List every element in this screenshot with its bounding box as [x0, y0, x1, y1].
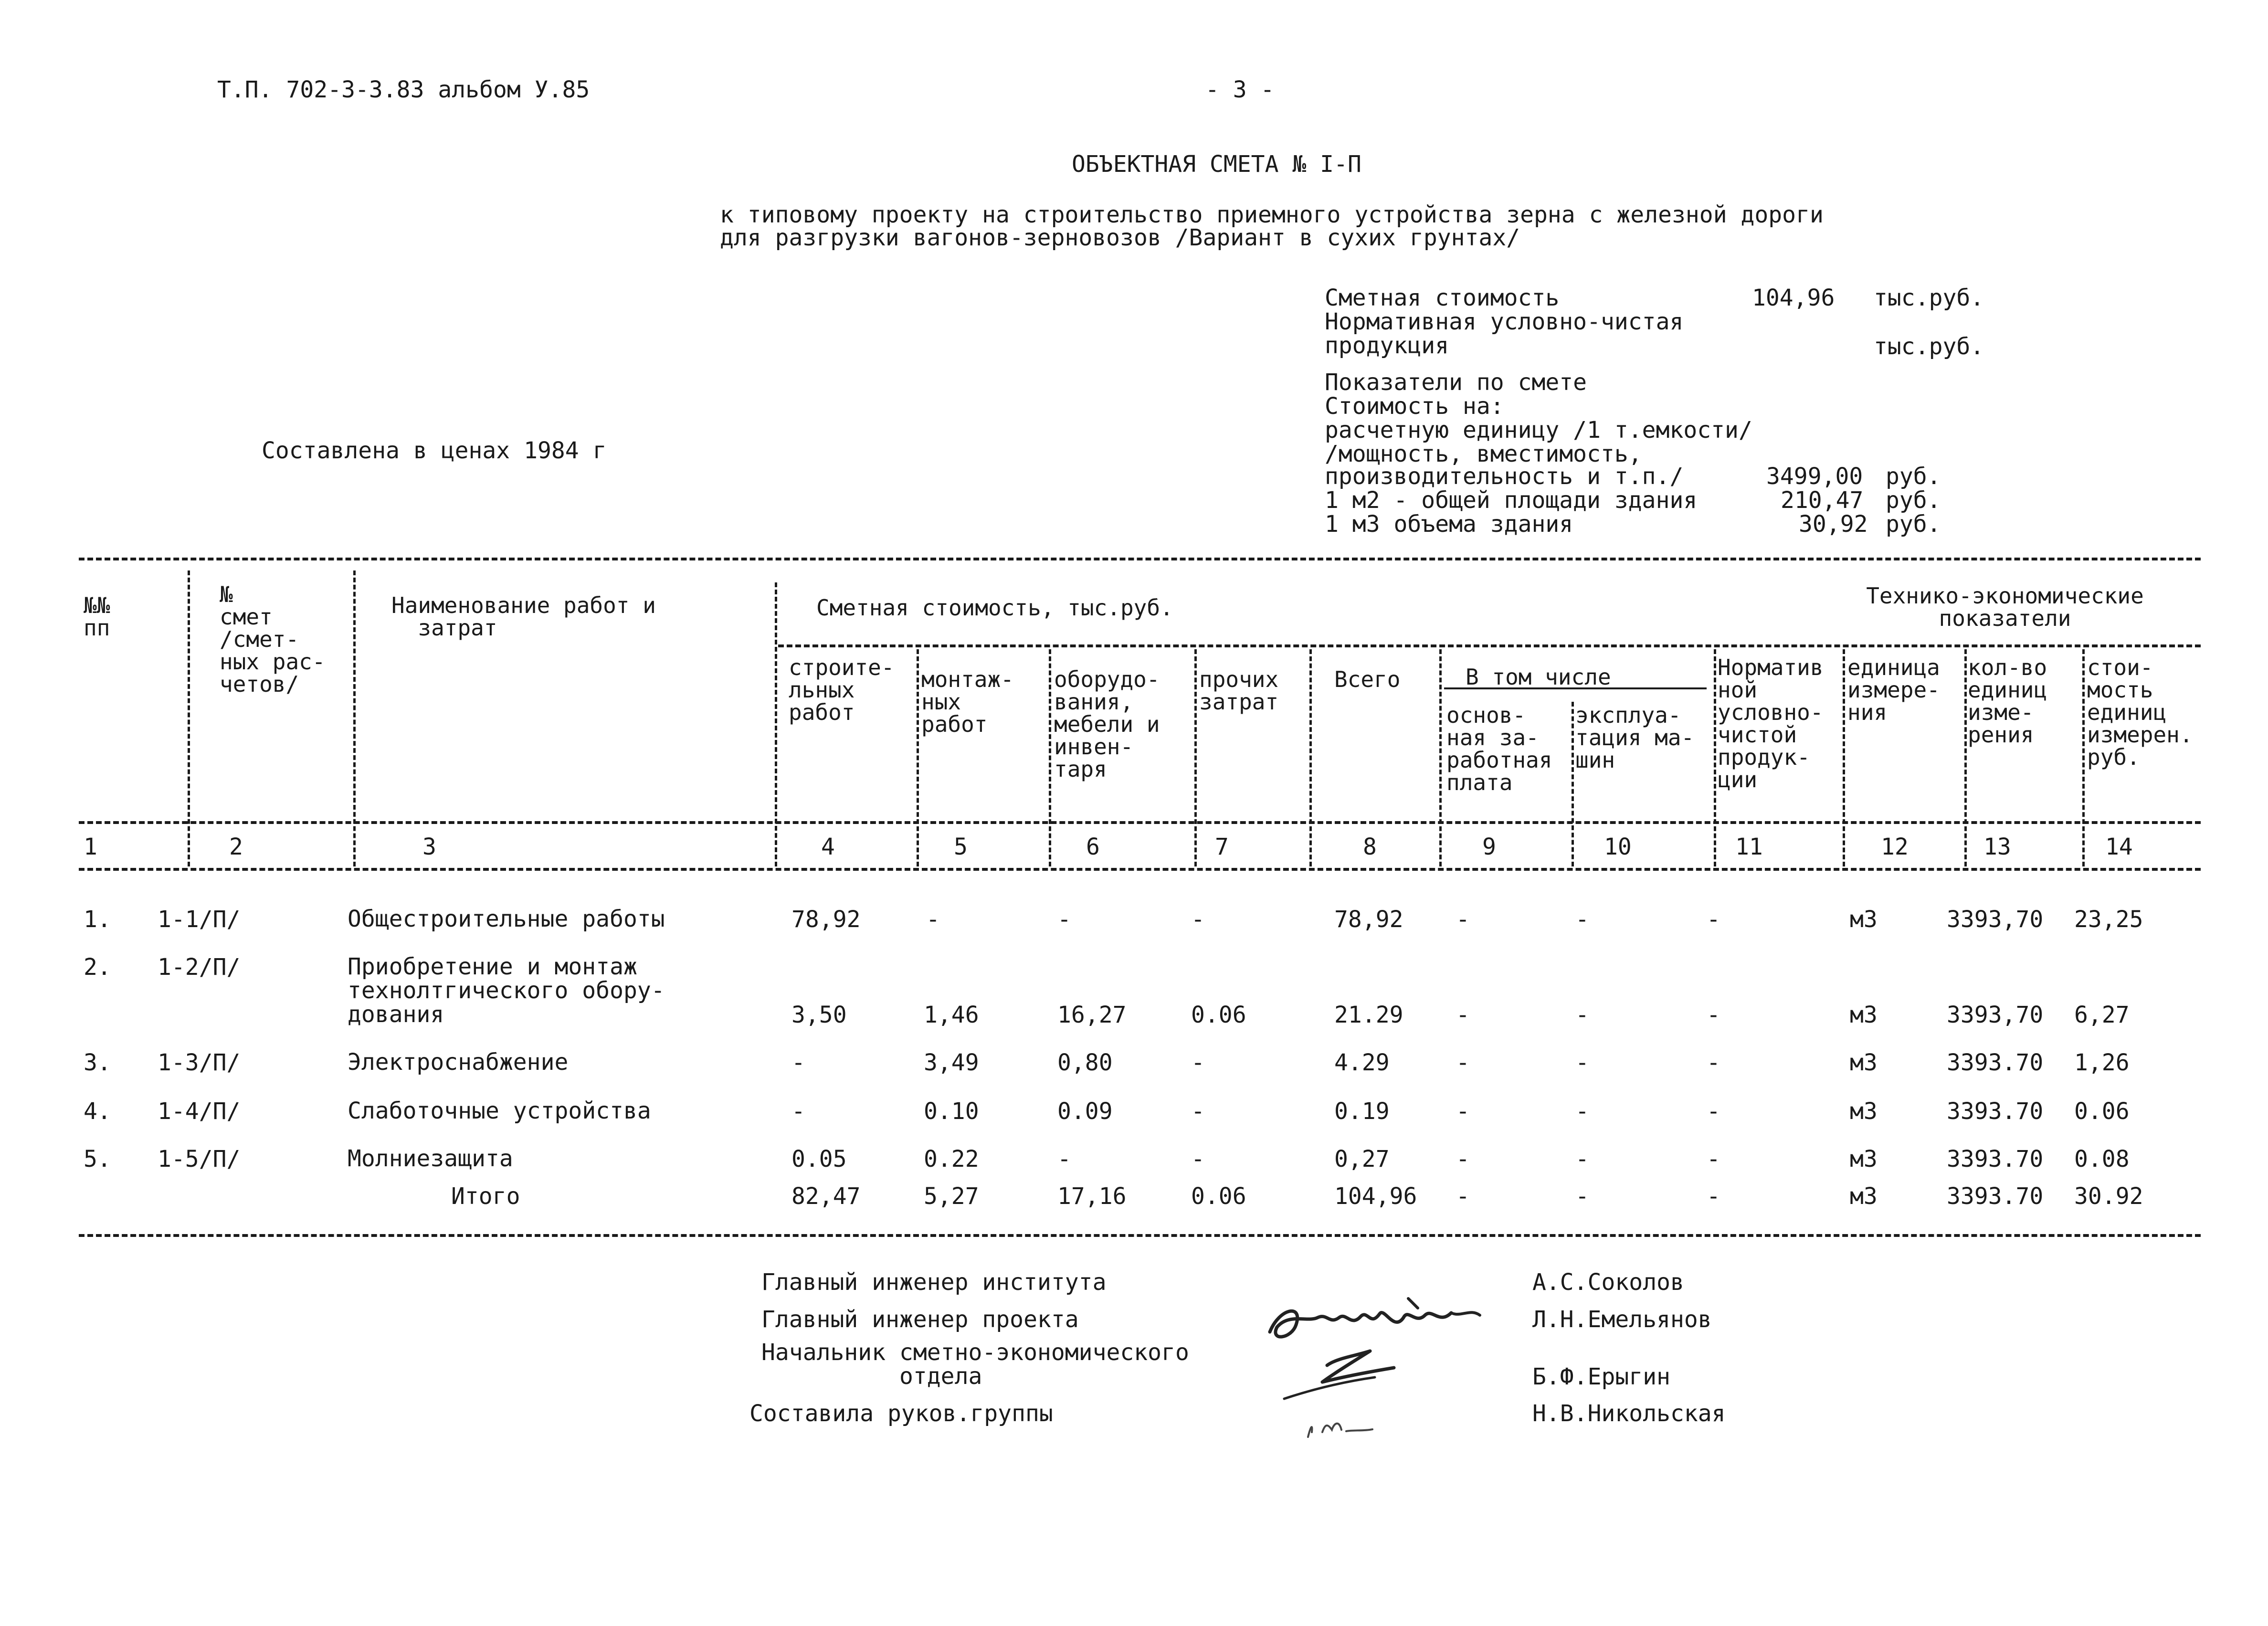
subtitle-line-2: для разгрузки вагонов-зерновозов /Вариант в сухих грунтах/ [720, 224, 1520, 251]
row-total: 4.29 [1334, 1049, 1390, 1076]
column-number: 10 [1604, 834, 1632, 860]
column-number: 2 [229, 834, 243, 860]
header-other: прочих затрат [1199, 666, 1279, 715]
col-sep [1439, 649, 1442, 866]
row-machines: - [1575, 1002, 1589, 1028]
header-name: Наименование работ и затрат [391, 592, 656, 641]
row-normative: - [1707, 1098, 1720, 1125]
row-unit-cost: 6,27 [2074, 1002, 2130, 1028]
signature-name: Л.Н.Емельянов [1532, 1306, 1712, 1333]
col-sep [1309, 649, 1312, 866]
row-number: 2. [84, 954, 111, 981]
row-unit: м3 [1850, 1098, 1878, 1125]
header-total: Всего [1334, 666, 1401, 692]
prices-note: Составлена в ценах 1984 г [262, 437, 607, 464]
row-total: 0.19 [1334, 1098, 1390, 1125]
row-name: Электроснабжение [348, 1049, 569, 1076]
header-equip: оборудо- вания, мебели и инвен- таря [1054, 666, 1160, 782]
row-smeta: 1-2/П/ [158, 954, 241, 981]
signature-name: А.С.Соколов [1532, 1269, 1684, 1296]
norm-label-2: продукция [1325, 332, 1449, 359]
row-qty: 3393,70 [1947, 1002, 2044, 1028]
column-number: 5 [954, 834, 968, 860]
signature-name: Н.В.Никольская [1532, 1400, 1726, 1427]
row-equip: 0,80 [1057, 1049, 1113, 1076]
row-unit: м3 [1850, 1002, 1878, 1028]
header-machines: эксплуа- тация ма- шин [1575, 702, 1695, 773]
row-number: 4. [84, 1098, 111, 1125]
row-machines: - [1575, 1049, 1589, 1076]
norm-label-1: Нормативная условно-чистая [1325, 308, 1684, 335]
unit-rub: руб. [1886, 463, 1941, 490]
signature-role: Составила руков.группы [749, 1400, 1053, 1427]
unit-line-2: /мощность, вместимость, [1325, 441, 1642, 467]
row-build: 0.05 [791, 1146, 847, 1172]
volume-value: 30,92 [1799, 511, 1868, 538]
row-smeta: 1-5/П/ [158, 1146, 241, 1172]
column-number: 8 [1363, 834, 1377, 860]
row-number: 5. [84, 1146, 111, 1172]
row-normative: - [1707, 1049, 1720, 1076]
cost-per-label: Стоимость на: [1325, 393, 1504, 420]
row-normative: - [1707, 906, 1720, 933]
header-tech: Технико-экономические показатели [1866, 583, 2144, 631]
table-bottom-rule [79, 1234, 2201, 1237]
total-build: 82,47 [791, 1183, 861, 1210]
indicators-title: Показатели по смете [1325, 369, 1587, 396]
total-wage: - [1456, 1183, 1470, 1210]
row-mount: 1,46 [924, 1002, 979, 1028]
col-sep [1194, 649, 1197, 866]
row-wage: - [1456, 1002, 1470, 1028]
total-sum: 104,96 [1334, 1183, 1417, 1210]
volume-rub: руб. [1886, 511, 1941, 538]
row-total: 21.29 [1334, 1002, 1403, 1028]
table-top-rule [79, 558, 2201, 560]
row-build: 3,50 [791, 1002, 847, 1028]
page-number: - 3 - [1205, 76, 1275, 103]
col-sep [1714, 649, 1716, 866]
handwritten-signatures-image [1251, 1279, 1499, 1451]
table-header-rule [79, 821, 2201, 824]
row-normative: - [1707, 1002, 1720, 1028]
col-sep [2082, 649, 2085, 866]
header-unit: единица измере- ния [1847, 655, 1940, 725]
total-mount: 5,27 [924, 1183, 979, 1210]
total-unit-cost: 30.92 [2074, 1183, 2143, 1210]
header-num: №№ пп [84, 592, 110, 641]
row-qty: 3393.70 [1947, 1049, 2044, 1076]
area-label: 1 м2 - общей площади здания [1325, 487, 1698, 514]
row-build: - [791, 1098, 805, 1125]
row-total: 78,92 [1334, 906, 1403, 933]
row-smeta: 1-4/П/ [158, 1098, 241, 1125]
header-qty: кол-во единиц изме- рения [1968, 655, 2047, 748]
row-other: - [1191, 1146, 1205, 1172]
row-qty: 3393.70 [1947, 1146, 2044, 1172]
row-equip: - [1057, 1146, 1071, 1172]
row-unit-cost: 1,26 [2074, 1049, 2130, 1076]
col-sep [353, 570, 356, 866]
signature-name: Б.Ф.Ерыгин [1532, 1363, 1670, 1390]
row-equip: - [1057, 906, 1071, 933]
column-number: 14 [2105, 834, 2133, 860]
row-unit-cost: 23,25 [2074, 906, 2143, 933]
row-name: Слаботочные устройства [348, 1098, 651, 1124]
unit-line-3: производительность и т.п./ [1325, 463, 1684, 490]
column-number: 7 [1215, 834, 1229, 860]
row-machines: - [1575, 1098, 1589, 1125]
row-name: Приобретение и монтаж технолтгического обору- дования [348, 953, 665, 1028]
row-mount: 0.22 [924, 1146, 979, 1172]
total-other: 0.06 [1191, 1183, 1246, 1210]
total-machines: - [1575, 1183, 1589, 1210]
header-mount: монтаж- ных работ [921, 666, 1014, 737]
norm-unit: тыс.руб. [1874, 333, 1984, 360]
row-unit: м3 [1850, 1146, 1878, 1172]
column-number: 1 [84, 834, 97, 860]
row-qty: 3393.70 [1947, 1098, 2044, 1125]
header-smeta: № смет /смет- ных рас- четов/ [220, 581, 326, 697]
row-other: 0.06 [1191, 1002, 1246, 1028]
row-other: - [1191, 1098, 1205, 1125]
row-number: 1. [84, 906, 111, 933]
row-machines: - [1575, 906, 1589, 933]
col-sep [1049, 649, 1051, 866]
row-mount: 3,49 [924, 1049, 979, 1076]
row-number: 3. [84, 1049, 111, 1076]
row-normative: - [1707, 1146, 1720, 1172]
area-value: 210,47 [1781, 487, 1864, 514]
signature-role: Начальник сметно-экономического отдела [761, 1339, 1189, 1390]
col-sep [917, 649, 919, 866]
column-number: 4 [821, 834, 835, 860]
row-machines: - [1575, 1146, 1589, 1172]
header-normative: Норматив ной условно- чистой продук- ции [1718, 655, 1824, 792]
area-rub: руб. [1886, 487, 1941, 514]
header-cost: Сметная стоимость, тыс.руб. [816, 595, 1173, 621]
row-unit: м3 [1850, 906, 1878, 933]
col-sep [1572, 702, 1574, 866]
row-build: 78,92 [791, 906, 861, 933]
col-sep [188, 570, 190, 866]
row-qty: 3393,70 [1947, 906, 2044, 933]
cost-value: 104,96 [1752, 285, 1835, 311]
column-number: 9 [1482, 834, 1496, 860]
row-other: - [1191, 1049, 1205, 1076]
row-other: - [1191, 906, 1205, 933]
row-unit: м3 [1850, 1049, 1878, 1076]
row-total: 0,27 [1334, 1146, 1390, 1172]
row-wage: - [1456, 1146, 1470, 1172]
row-equip: 0.09 [1057, 1098, 1113, 1125]
row-unit-cost: 0.06 [2074, 1098, 2130, 1125]
row-unit-cost: 0.08 [2074, 1146, 2130, 1172]
column-number: 13 [1983, 834, 2011, 860]
column-number: 11 [1735, 834, 1763, 860]
row-equip: 16,27 [1057, 1002, 1127, 1028]
row-build: - [791, 1049, 805, 1076]
row-name: Молниезащита [348, 1145, 513, 1172]
col-sep [775, 582, 777, 866]
header-build: строите- льных работ [789, 655, 895, 725]
total-qty: 3393.70 [1947, 1183, 2044, 1210]
subtitle-line-1: к типовому проекту на строительство приемного устройства зерна с железной дороги [720, 201, 1824, 228]
row-mount: - [926, 906, 940, 933]
row-wage: - [1456, 1098, 1470, 1125]
total-label: Итого [451, 1183, 520, 1210]
column-number: 6 [1086, 834, 1100, 860]
header-wage: основ- ная за- работная плата [1446, 702, 1552, 795]
row-smeta: 1-1/П/ [158, 906, 241, 933]
column-numbers-rule [79, 868, 2201, 871]
col-sep [1843, 649, 1845, 866]
total-normative: - [1707, 1183, 1720, 1210]
unit-line-1: расчетную единицу /1 т.емкости/ [1325, 417, 1752, 443]
col-sep [1964, 649, 1967, 866]
column-number: 12 [1881, 834, 1909, 860]
table-header-subrule [778, 644, 2201, 647]
signature-role: Главный инженер института [761, 1269, 1107, 1296]
signature-role: Главный инженер проекта [761, 1306, 1079, 1333]
cost-label: Сметная стоимость [1325, 285, 1560, 311]
cost-unit: тыс.руб. [1874, 285, 1984, 311]
document-title: ОБЪЕКТНАЯ СМЕТА № I-П [1072, 151, 1361, 178]
row-mount: 0.10 [924, 1098, 979, 1125]
row-name: Общестроительные работы [348, 906, 665, 932]
total-unit: м3 [1850, 1183, 1878, 1210]
unit-value: 3499,00 [1766, 463, 1863, 490]
header-unit-cost: стои- мость единиц измерен. руб. [2087, 655, 2193, 770]
total-equip: 17,16 [1057, 1183, 1127, 1210]
volume-label: 1 м3 объема здания [1325, 511, 1573, 538]
column-number: 3 [422, 834, 436, 860]
row-smeta: 1-3/П/ [158, 1049, 241, 1076]
row-wage: - [1456, 906, 1470, 933]
header-including: В том числе [1466, 664, 1611, 690]
document-reference: Т.П. 702-3-3.83 альбом У.85 [217, 76, 590, 103]
row-wage: - [1456, 1049, 1470, 1076]
